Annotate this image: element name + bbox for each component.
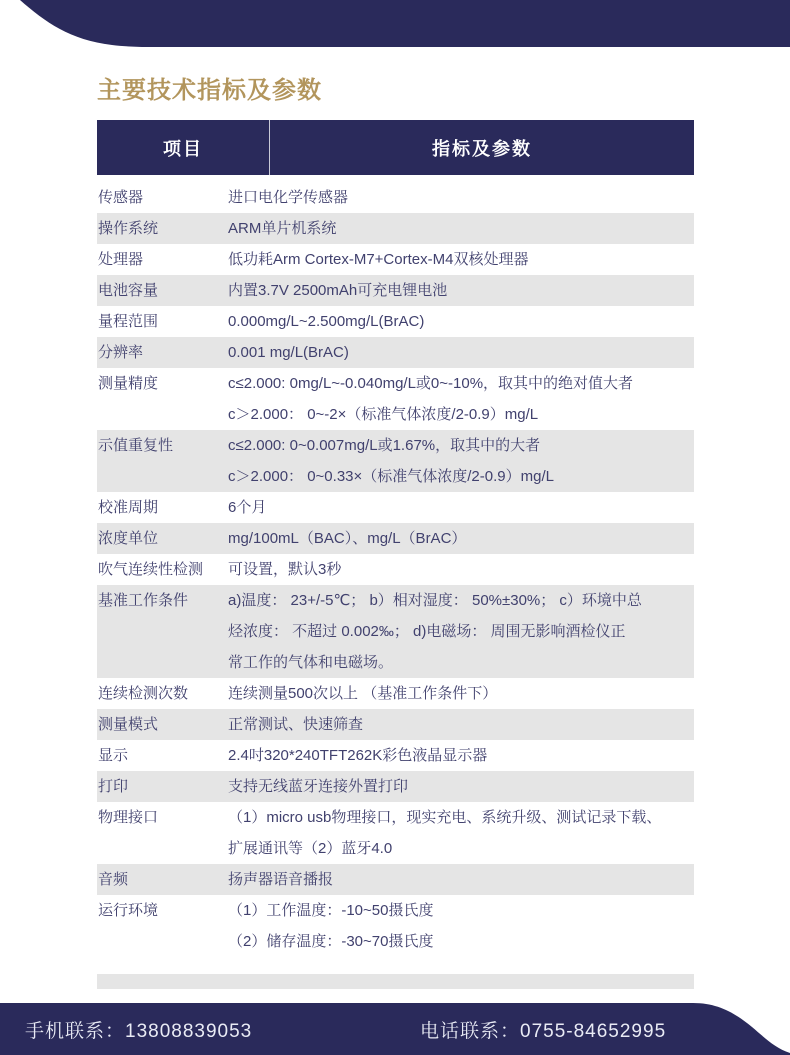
- spec-item-label: 基准工作条件: [98, 592, 189, 609]
- spec-value-line: mg/100mL（BAC）、mg/L（BrAC）: [228, 530, 467, 547]
- spec-value-cell: [228, 864, 694, 895]
- table-row: [97, 802, 694, 864]
- spec-value-line: c＞2.000： 0~0.33×（标准气体浓度/2-0.9）mg/L: [228, 468, 554, 485]
- spec-value-cell: [228, 895, 694, 957]
- spec-value-line: （1）工作温度：-10~50摄氏度: [228, 902, 434, 919]
- spec-value-cell: [228, 368, 694, 430]
- spec-item-label: 连续检测次数: [98, 685, 189, 702]
- spec-item-label: 传感器: [98, 189, 144, 206]
- spec-value-line: 支持无线蓝牙连接外置打印: [228, 778, 409, 795]
- table-row: [97, 678, 694, 709]
- table-row: [97, 182, 694, 213]
- footer-phone-contact: 电话联系：0755-84652995: [420, 1020, 667, 1042]
- table-row: [97, 895, 694, 957]
- spec-item-label: 处理器: [98, 251, 144, 268]
- table-row: [97, 740, 694, 771]
- spec-item-label: 打印: [98, 778, 129, 795]
- spec-value-cell: [228, 306, 694, 337]
- spec-item-label: 测量精度: [98, 375, 159, 392]
- footer-mobile-contact: 手机联系：13808839053: [25, 1020, 253, 1042]
- spec-value-cell: [228, 244, 694, 275]
- spec-item-label: 音频: [98, 871, 129, 888]
- spec-item-label: 分辨率: [98, 344, 144, 361]
- spec-value-cell: [228, 771, 694, 802]
- table-row: [97, 275, 694, 306]
- spec-value-line: （1）micro usb物理接口，现实充电、系统升级、测试记录下载、: [228, 809, 662, 826]
- spec-value-line: a)温度： 23+/-5℃； b）相对湿度： 50%±30%； c）环境中总: [228, 592, 642, 609]
- spec-value-cell: [228, 523, 694, 554]
- spec-item-label: 操作系统: [98, 220, 159, 237]
- spec-value-cell: [228, 585, 694, 678]
- spec-value-line: c≤2.000: 0~0.007mg/L或1.67%，取其中的大者: [228, 437, 541, 454]
- table-row: [97, 244, 694, 275]
- table-row: [97, 585, 694, 678]
- spec-value-line: 6个月: [228, 499, 267, 516]
- spec-value-line: 0.000mg/L~2.500mg/L(BrAC): [228, 313, 425, 330]
- table-row: [97, 771, 694, 802]
- spec-value-line: 常工作的气体和电磁场。: [228, 654, 394, 671]
- spec-value-cell: [228, 492, 694, 523]
- table-row: [97, 523, 694, 554]
- spec-item-label: 测量模式: [98, 716, 159, 733]
- spec-value-cell: [228, 802, 694, 864]
- table-body: [97, 182, 694, 957]
- spec-value-line: 连续测量500次以上 （基准工作条件下）: [228, 685, 498, 702]
- spec-item-label: 吹气连续性检测: [98, 561, 204, 578]
- table-row: [97, 337, 694, 368]
- spec-value-line: c≤2.000: 0mg/L~-0.040mg/L或0~-10%，取其中的绝对值大者: [228, 375, 634, 392]
- column-header-item: 项目: [163, 138, 203, 159]
- spec-value-line: 扬声器语音播报: [228, 871, 334, 888]
- spec-value-cell: [228, 554, 694, 585]
- spec-value-line: （2）储存温度：-30~70摄氏度: [228, 933, 434, 950]
- spec-item-label: 示值重复性: [98, 437, 174, 454]
- spec-value-line: 可设置，默认3秒: [228, 561, 342, 578]
- spec-value-line: 内置3.7V 2500mAh可充电锂电池: [228, 282, 448, 299]
- spec-value-cell: [228, 275, 694, 306]
- spec-value-cell: [228, 337, 694, 368]
- page-title: 主要技术指标及参数: [97, 77, 322, 104]
- spec-item-label: 显示: [98, 747, 129, 764]
- table-empty-row: [97, 974, 694, 989]
- top-banner-wave: [0, 0, 790, 47]
- table-row: [97, 492, 694, 523]
- table-row: [97, 864, 694, 895]
- spec-item-label: 量程范围: [98, 313, 159, 330]
- spec-item-label: 电池容量: [98, 282, 159, 299]
- spec-value-line: ARM单片机系统: [228, 220, 337, 237]
- spec-value-line: c＞2.000： 0~-2×（标准气体浓度/2-0.9）mg/L: [228, 406, 539, 423]
- spec-value-line: 烃浓度： 不超过 0.002‰； d)电磁场： 周围无影响酒检仪正: [228, 623, 626, 640]
- spec-value-cell: [228, 709, 694, 740]
- column-header-spec: 指标及参数: [432, 138, 532, 159]
- spec-value-line: 扩展通讯等（2）蓝牙4.0: [228, 840, 393, 857]
- spec-value-cell: [228, 430, 694, 492]
- spec-item-label: 浓度单位: [98, 530, 159, 547]
- spec-item-label: 物理接口: [98, 809, 159, 826]
- table-row: [97, 709, 694, 740]
- spec-value-cell: [228, 678, 694, 709]
- table-row: [97, 306, 694, 337]
- spec-value-cell: [228, 740, 694, 771]
- spec-value-line: 2.4吋320*240TFT262K彩色液晶显示器: [228, 747, 488, 764]
- spec-table: [97, 120, 694, 989]
- table-row: [97, 554, 694, 585]
- footer-bar: [0, 1003, 790, 1055]
- spec-value-line: 低功耗Arm Cortex-M7+Cortex-M4双核处理器: [228, 251, 529, 268]
- table-header-row: [97, 120, 694, 175]
- spec-value-cell: [228, 213, 694, 244]
- spec-value-line: 进口电化学传感器: [228, 189, 349, 206]
- spec-value-line: 0.001 mg/L(BrAC): [228, 344, 349, 361]
- table-row: [97, 368, 694, 430]
- table-row: [97, 213, 694, 244]
- table-row: [97, 430, 694, 492]
- spec-value-cell: [228, 182, 694, 213]
- spec-value-line: 正常测试、快速筛查: [228, 716, 364, 733]
- spec-item-label: 运行环境: [98, 902, 159, 919]
- spec-item-label: 校准周期: [98, 499, 159, 516]
